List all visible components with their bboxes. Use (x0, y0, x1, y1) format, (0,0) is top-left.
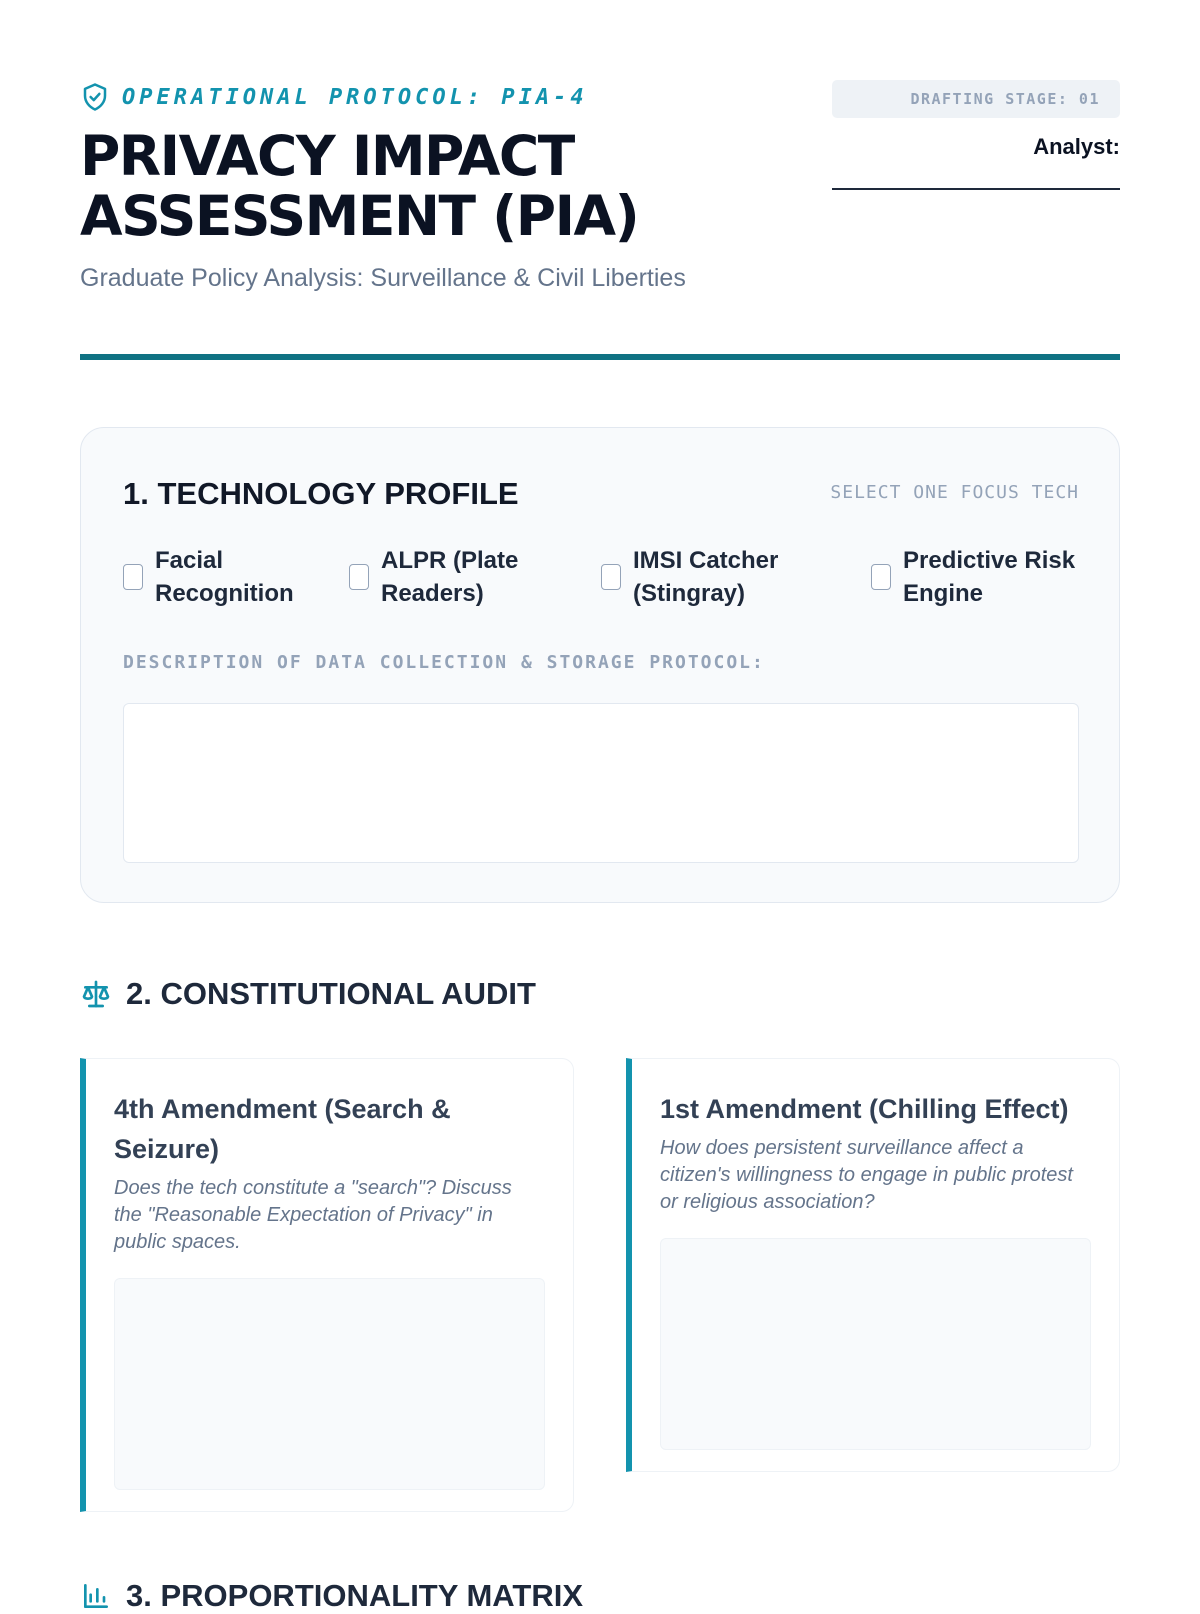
protocol-line (80, 82, 588, 112)
section-3-title: 3. PROPORTIONALITY MATRIX (126, 1578, 583, 1613)
audit-response-field[interactable] (114, 1278, 545, 1490)
technology-options (123, 544, 1079, 614)
section-1-title: 1. TECHNOLOGY PROFILE (123, 476, 519, 511)
technology-profile-section (80, 427, 1120, 903)
protocol-label: OPERATIONAL PROTOCOL: PIA-4 (122, 84, 588, 110)
analyst-signature-line[interactable] (832, 188, 1120, 190)
description-label: DESCRIPTION OF DATA COLLECTION & STORAGE PROTOCOL: (123, 652, 765, 673)
tech-option-alpr[interactable] (349, 544, 529, 610)
audit-card-title: 4th Amendment (Search & Seizure) (114, 1094, 451, 1164)
scales-icon (80, 978, 112, 1010)
tech-option-label: Predictive Risk Engine (903, 547, 1076, 607)
analyst-label: Analyst: (1033, 134, 1120, 159)
checkbox[interactable] (349, 564, 369, 590)
section-2-title: 2. CONSTITUTIONAL AUDIT (126, 976, 536, 1011)
tech-option-imsi-catcher[interactable] (601, 544, 791, 610)
audit-card-title: 1st Amendment (Chilling Effect) (660, 1094, 1069, 1124)
audit-card-prompt: How does persistent surveillance affect a citizen's willingness to engage in public protest or religious association? (660, 1137, 1073, 1213)
header-divider (80, 354, 1120, 360)
first-amendment-card (626, 1058, 1120, 1472)
constitutional-audit-heading (80, 976, 536, 1012)
audit-card-prompt: Does the tech constitute a "search"? Discuss the "Reasonable Expectation of Privacy" in public spaces. (114, 1177, 512, 1253)
description-textarea[interactable] (123, 703, 1079, 863)
tech-option-label: Facial Recognition (155, 547, 294, 607)
drafting-stage-badge: DRAFTING STAGE: 01 (832, 80, 1120, 118)
page-subtitle: Graduate Policy Analysis: Surveillance & Civil Liberties (80, 264, 686, 292)
checkbox[interactable] (601, 564, 621, 590)
tech-option-label: ALPR (Plate Readers) (381, 547, 519, 607)
section-1-hint: SELECT ONE FOCUS TECH (830, 482, 1079, 503)
audit-response-field[interactable] (660, 1238, 1091, 1450)
tech-option-label: IMSI Catcher (Stingray) (633, 547, 779, 607)
tech-option-facial-recognition[interactable] (123, 544, 303, 610)
analyst-field (832, 134, 1120, 190)
tech-option-predictive-risk-engine[interactable] (871, 544, 1081, 610)
fourth-amendment-card (80, 1058, 574, 1512)
checkbox[interactable] (871, 564, 891, 590)
chart-icon (80, 1580, 112, 1612)
page-title: PRIVACY IMPACT ASSESSMENT (PIA) (80, 124, 639, 248)
proportionality-matrix-heading (80, 1578, 583, 1614)
shield-icon (80, 82, 110, 112)
checkbox[interactable] (123, 564, 143, 590)
